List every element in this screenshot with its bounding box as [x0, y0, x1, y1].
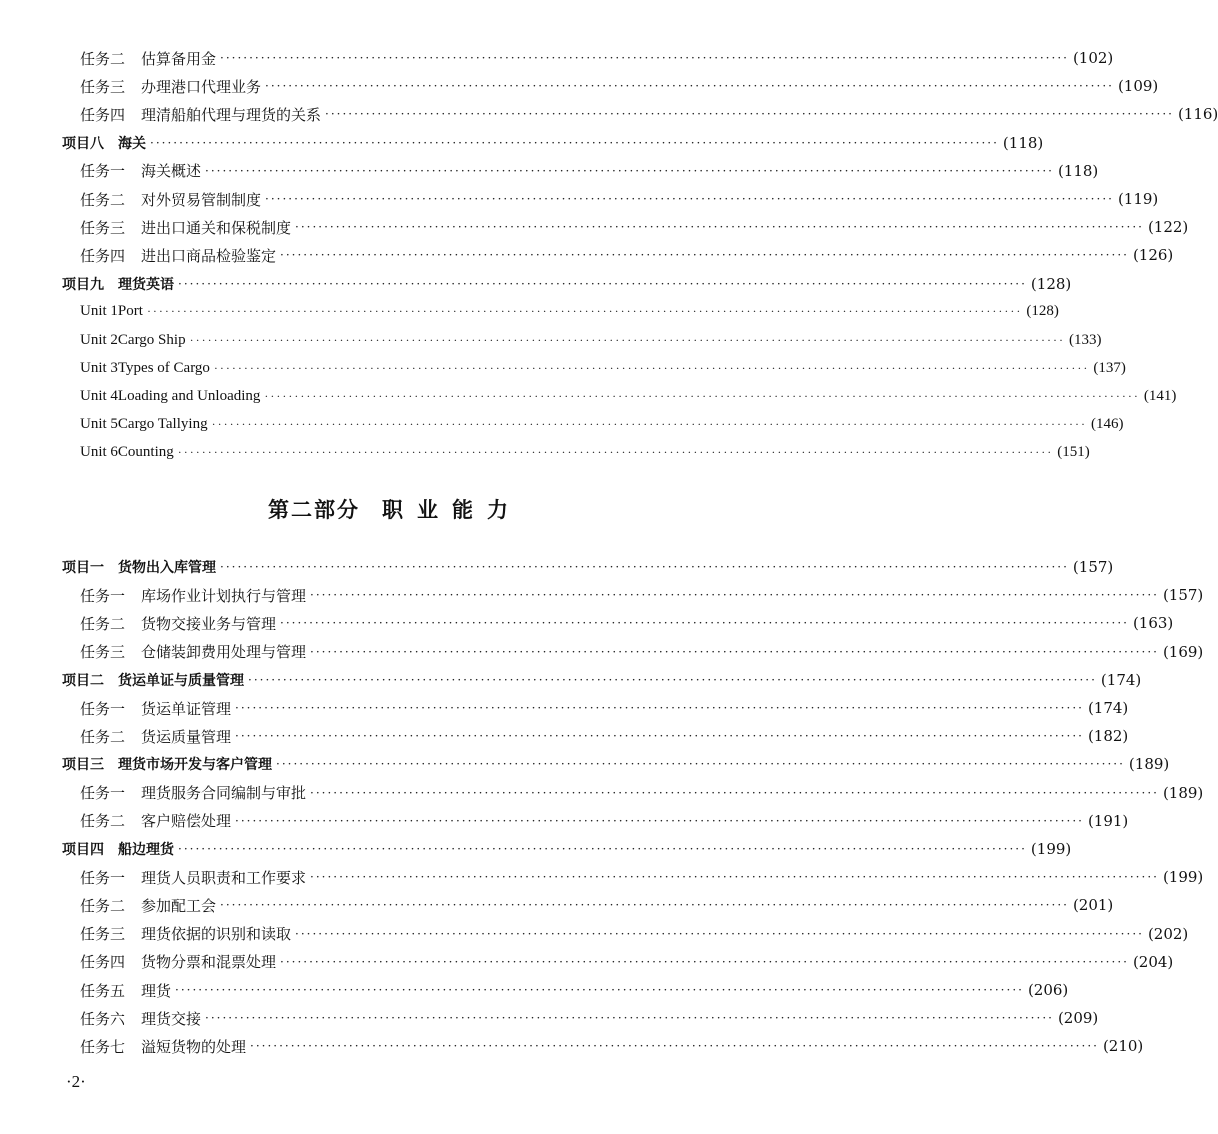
toc-leader-dots — [250, 1039, 1099, 1053]
toc-entry-page: (128) — [1026, 303, 1059, 320]
toc-leader-dots — [264, 389, 1139, 404]
toc-entry-label: 任务七 — [80, 1037, 126, 1056]
toc-entry-label: Unit 1 — [80, 303, 118, 320]
toc-project-entry — [0, 270, 1072, 298]
toc-entry-title: 溢短货物的处理 — [141, 1037, 247, 1056]
toc-entry-page: (191) — [1087, 811, 1129, 830]
toc-unit-entry — [0, 298, 1059, 326]
toc-leader-dots — [280, 248, 1129, 262]
toc-entry-page: (204) — [1132, 952, 1174, 971]
toc-entry-label: 项目二 — [62, 672, 104, 689]
toc-project-entry — [0, 835, 1072, 863]
toc-leader-dots — [147, 304, 1022, 319]
toc-entry-label: 任务一 — [80, 586, 126, 605]
toc-entry-title: 办理港口代理业务 — [141, 77, 262, 96]
toc-entry-label: Unit 5 — [80, 416, 118, 433]
toc-task-entry — [0, 241, 1174, 269]
toc-task-entry — [0, 863, 1204, 891]
toc-entry-title: 进出口通关和保税制度 — [141, 218, 292, 237]
toc-entry-page: (151) — [1057, 444, 1090, 461]
toc-entry-page: (116) — [1177, 105, 1218, 124]
toc-entry-page: (128) — [1030, 274, 1072, 293]
toc-leader-dots — [220, 51, 1069, 65]
toc-entry-page: (141) — [1143, 387, 1177, 404]
toc-entry-title: 理货市场开发与客户管理 — [118, 757, 272, 774]
toc-entry-label: Unit 2 — [80, 331, 118, 348]
toc-unit-entry — [0, 439, 1090, 467]
toc-entry-page: (122) — [1147, 218, 1189, 237]
toc-unit-entry — [0, 326, 1102, 354]
toc-entry-label: 任务一 — [80, 699, 126, 718]
toc-entry-label: 项目一 — [62, 560, 104, 576]
toc-entry-page: (146) — [1091, 416, 1124, 433]
toc-leader-dots — [265, 79, 1114, 93]
toc-entry-title: 理货交接 — [141, 1009, 202, 1028]
toc-entry-title: 参加配工会 — [141, 896, 217, 915]
toc-entry-label: 项目八 — [62, 135, 104, 152]
toc-task-entry — [0, 609, 1174, 637]
toc-entry-title: 客户赔偿处理 — [141, 812, 232, 831]
toc-leader-dots — [276, 757, 1125, 771]
toc-task-entry — [0, 948, 1174, 976]
toc-leader-dots — [310, 588, 1159, 602]
toc-entry-page: (199) — [1030, 840, 1072, 858]
toc-entry-label: 任务二 — [80, 614, 126, 633]
toc-task-entry — [0, 638, 1204, 666]
toc-entry-label: 任务四 — [80, 105, 126, 124]
toc-task-entry — [0, 72, 1159, 100]
toc-entry-title: 海关 — [118, 135, 146, 152]
toc-task-entry — [0, 722, 1129, 750]
toc-entry-page: (206) — [1027, 981, 1069, 999]
toc-entry-label: Unit 6 — [80, 444, 118, 461]
toc-task-entry — [0, 581, 1204, 609]
toc-entry-title: 货运质量管理 — [141, 727, 232, 746]
toc-leader-dots — [295, 927, 1144, 941]
toc-entry-title: 对外贸易管制制度 — [141, 190, 262, 209]
toc-entry-page: (133) — [1069, 331, 1102, 348]
toc-entry-label: 任务五 — [80, 981, 126, 1000]
toc-entry-title: 理货英语 — [118, 276, 174, 293]
toc-leader-dots — [248, 673, 1097, 687]
toc-entry-title: 海关概述 — [141, 162, 202, 181]
toc-task-entry — [0, 779, 1204, 807]
toc-entry-title: Cargo Ship — [117, 331, 186, 348]
toc-entry-page: (189) — [1128, 755, 1170, 774]
toc-entry-title: 理货依据的识别和读取 — [141, 925, 292, 944]
toc-task-entry — [0, 100, 1218, 128]
toc-task-entry — [0, 185, 1159, 213]
toc-leader-dots — [235, 729, 1084, 743]
toc-task-entry — [0, 157, 1099, 185]
toc-entry-title: 货物出入库管理 — [118, 560, 216, 576]
toc-task-entry — [0, 891, 1114, 919]
toc-leader-dots — [220, 898, 1069, 912]
toc-project-entry — [0, 750, 1170, 778]
toc-entry-label: 任务二 — [80, 190, 126, 209]
toc-entry-title: 理货人员职责和工作要求 — [141, 868, 307, 887]
toc-leader-dots — [205, 1011, 1054, 1025]
toc-entry-page: (157) — [1162, 586, 1204, 605]
toc-leader-dots — [235, 814, 1084, 828]
toc-entry-title: 理货 — [141, 981, 172, 1000]
toc-entry-page: (163) — [1132, 614, 1174, 633]
toc-leader-dots — [280, 955, 1129, 969]
toc-entry-title: 货物交接业务与管理 — [141, 614, 277, 633]
toc-entry-label: 任务三 — [80, 77, 126, 96]
toc-leader-dots — [235, 701, 1084, 715]
toc-entry-page: (209) — [1057, 1009, 1099, 1028]
toc-leader-dots — [178, 445, 1053, 460]
toc-task-entry — [0, 1004, 1099, 1032]
toc-entry-label: 项目九 — [62, 276, 104, 293]
toc-leader-dots — [205, 164, 1054, 178]
toc-entry-title: Cargo Tallying — [117, 416, 208, 433]
toc-entry-page: (201) — [1072, 896, 1114, 915]
toc-entry-title: Loading and Unloading — [117, 387, 261, 404]
toc-entry-label: Unit 3 — [80, 359, 118, 376]
toc-entry-label: Unit 4 — [80, 387, 118, 404]
toc-task-entry — [0, 976, 1069, 1004]
toc-task-entry — [0, 1032, 1144, 1060]
toc-entry-page: (118) — [1057, 161, 1099, 180]
page-number: ·2· — [66, 1072, 86, 1091]
toc-entry-title: Counting — [117, 444, 174, 461]
toc-entry-label: 任务六 — [80, 1009, 126, 1028]
toc-entry-page: (202) — [1147, 924, 1189, 943]
toc-leader-dots — [150, 136, 999, 150]
toc-entry-page: (174) — [1100, 670, 1142, 689]
toc-entry-label: 任务四 — [80, 246, 126, 265]
part-heading-title: 职业能力 — [382, 498, 522, 522]
part-heading — [0, 494, 790, 524]
toc-leader-dots — [280, 616, 1129, 630]
toc-leader-dots — [310, 645, 1159, 659]
toc-entry-label: 任务四 — [80, 953, 126, 972]
toc-project-entry — [0, 129, 1044, 157]
toc-entry-title: 船边理货 — [118, 842, 174, 858]
toc-entry-title: 货运单证与质量管理 — [118, 672, 244, 689]
toc-entry-page: (137) — [1093, 359, 1126, 376]
toc-entry-page: (102) — [1072, 49, 1114, 67]
toc-task-entry — [0, 213, 1189, 241]
toc-leader-dots — [325, 107, 1174, 121]
toc-task-entry — [0, 44, 1114, 72]
toc-leader-dots — [190, 333, 1065, 348]
toc-entry-label: 任务三 — [80, 218, 126, 237]
toc-entry-label: 任务一 — [80, 868, 126, 887]
toc-entry-page: (182) — [1087, 727, 1129, 746]
toc-leader-dots — [214, 361, 1089, 376]
toc-entry-label: 任务一 — [80, 162, 126, 181]
toc-leader-dots — [178, 277, 1027, 291]
toc-entry-label: 任务一 — [80, 784, 126, 803]
toc-unit-entry — [0, 382, 1177, 410]
toc-entry-label: 任务二 — [80, 812, 126, 831]
toc-project-entry — [0, 553, 1114, 581]
toc-entry-page: (109) — [1117, 77, 1159, 96]
toc-leader-dots — [212, 417, 1087, 432]
toc-task-entry — [0, 920, 1189, 948]
toc-entry-page: (157) — [1072, 558, 1114, 576]
toc-entry-title: 进出口商品检验鉴定 — [141, 246, 277, 265]
toc-entry-title: 库场作业计划执行与管理 — [141, 586, 307, 605]
toc-entry-label: 项目四 — [62, 842, 104, 858]
toc-entry-label: 任务三 — [80, 643, 126, 662]
toc-project-entry — [0, 666, 1142, 694]
toc-entry-label: 任务二 — [80, 49, 126, 68]
toc-entry-page: (169) — [1162, 642, 1204, 661]
part-heading-number: 第二部分 — [268, 498, 360, 522]
toc-entry-page: (119) — [1117, 190, 1159, 208]
toc-entry-page: (118) — [1002, 133, 1044, 152]
toc-entry-page: (199) — [1162, 868, 1204, 887]
toc-leader-dots — [175, 983, 1024, 997]
toc-entry-page: (210) — [1102, 1037, 1144, 1056]
toc-unit-entry — [0, 354, 1126, 382]
toc-task-entry — [0, 807, 1129, 835]
toc-entry-title: 理货服务合同编制与审批 — [141, 784, 307, 803]
toc-leader-dots — [310, 870, 1159, 884]
toc-leader-dots — [295, 220, 1144, 234]
toc-entry-label: 任务二 — [80, 727, 126, 746]
toc-entry-page: (126) — [1132, 246, 1174, 265]
toc-entry-title: 估算备用金 — [141, 49, 217, 68]
toc-entry-title: Types of Cargo — [117, 359, 210, 376]
toc-entry-title: 仓储装卸费用处理与管理 — [141, 643, 307, 662]
toc-entry-page: (189) — [1162, 783, 1204, 802]
toc-leader-dots — [310, 786, 1159, 800]
toc-unit-entry — [0, 411, 1124, 439]
toc-entry-label: 任务二 — [80, 896, 126, 915]
toc-leader-dots — [265, 192, 1114, 206]
toc-entry-label: 任务三 — [80, 925, 126, 944]
toc-task-entry — [0, 694, 1129, 722]
toc-entry-page: (174) — [1087, 699, 1129, 717]
toc-entry-label: 项目三 — [62, 757, 104, 774]
toc-entry-title: 货物分票和混票处理 — [141, 953, 277, 972]
toc-entry-title: 理清船舶代理与理货的关系 — [141, 105, 322, 124]
toc-entry-title: 货运单证管理 — [141, 699, 232, 718]
toc-leader-dots — [220, 560, 1069, 574]
toc-entry-title: Port — [117, 303, 143, 320]
toc-leader-dots — [178, 842, 1027, 856]
